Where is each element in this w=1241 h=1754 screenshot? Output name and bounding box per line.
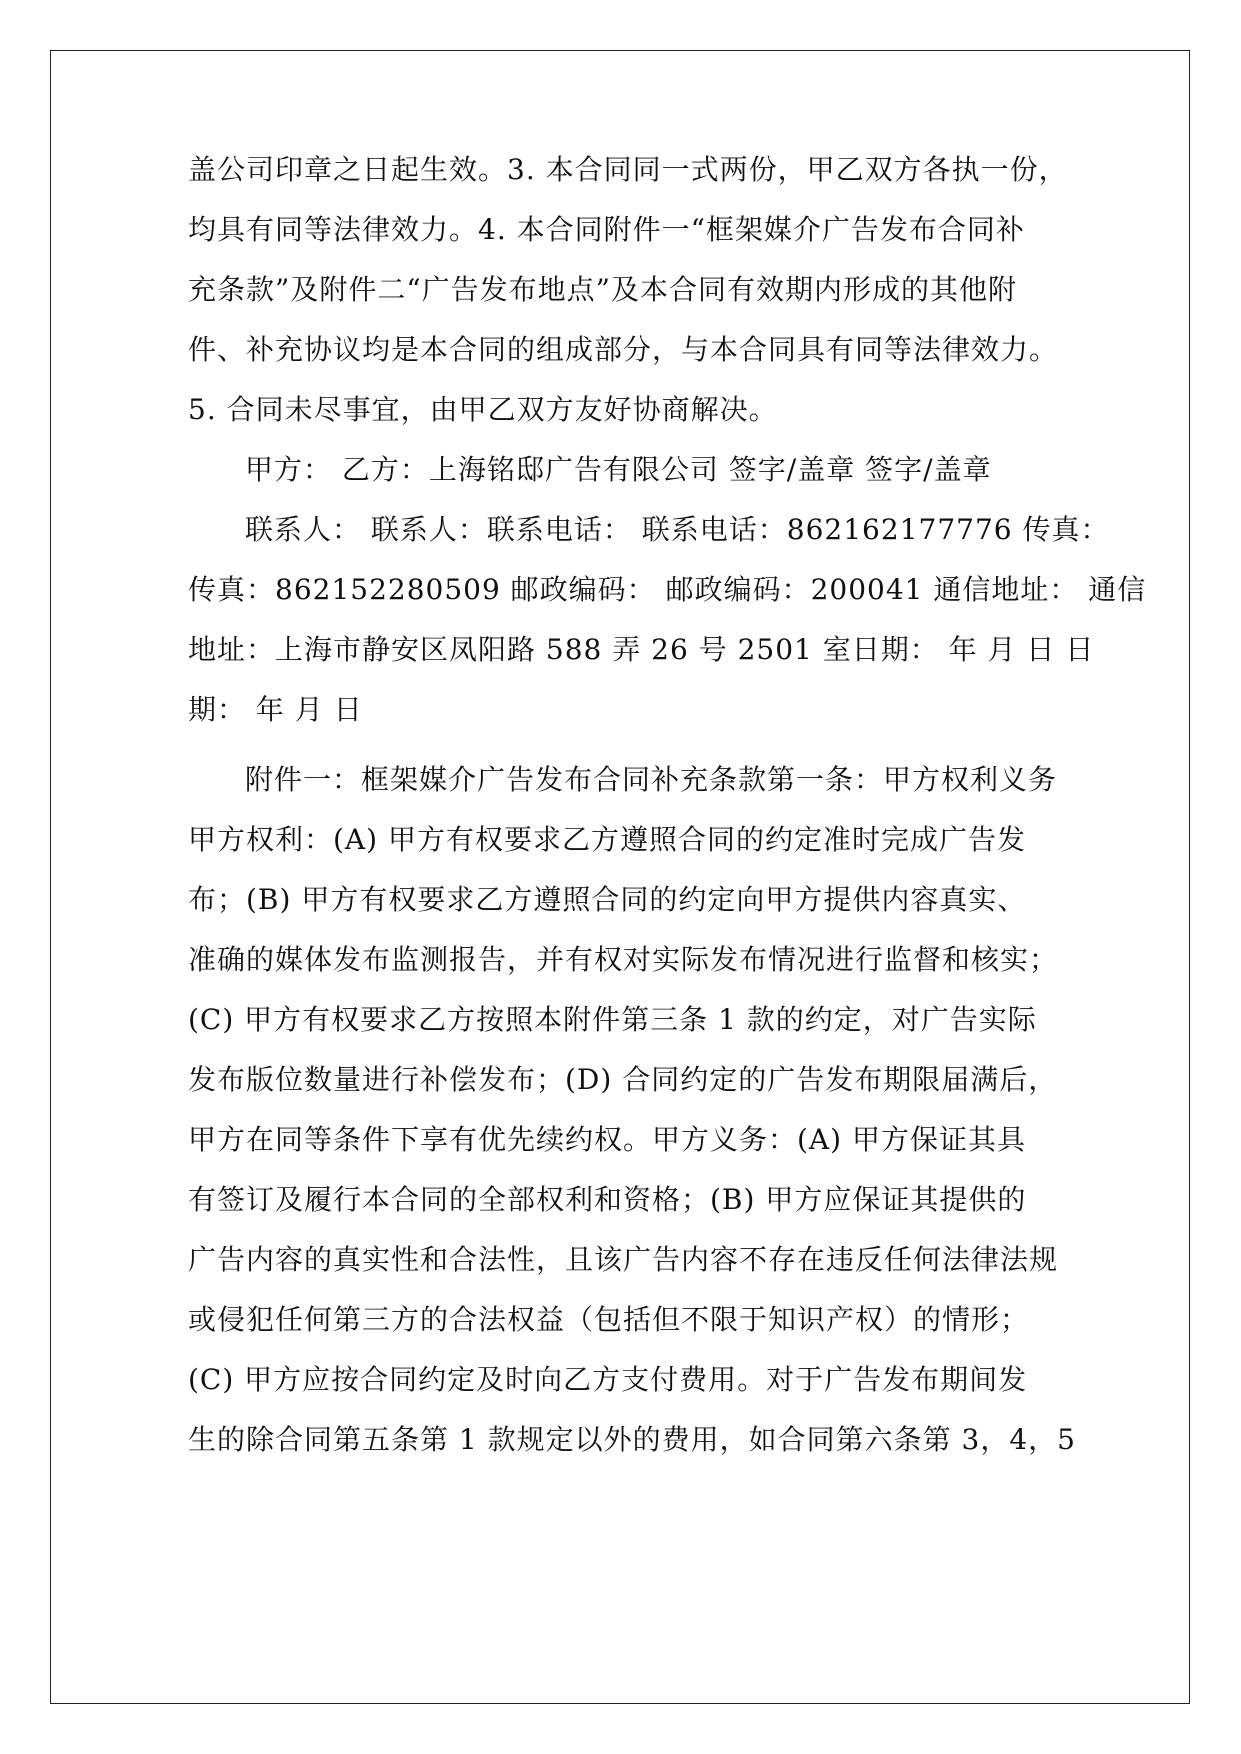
body-text-line: 5. 合同未尽事宜，由甲乙双方友好协商解决。	[188, 393, 778, 426]
body-text-line: 广告内容的真实性和合法性，且该广告内容不存在违反任何法律法规	[188, 1243, 1059, 1276]
contact-info-line: 期： 年 月 日	[188, 693, 363, 726]
body-text-line: 发布版位数量进行补偿发布；(D) 合同约定的广告发布期限届满后，	[188, 1063, 1058, 1096]
body-text-line: 盖公司印章之日起生效。3. 本合同同一式两份，甲乙双方各执一份，	[188, 153, 1068, 186]
body-text-line: 准确的媒体发布监测报告，并有权对实际发布情况进行监督和核实；	[188, 943, 1059, 976]
appendix-heading-line: 附件一：框架媒介广告发布合同补充条款第一条：甲方权利义务	[245, 763, 1058, 796]
body-text-line: 件、补充协议均是本合同的组成部分，与本合同具有同等法律效力。	[188, 333, 1059, 366]
body-text-line: (C) 甲方应按合同约定及时向乙方支付费用。对于广告发布期间发	[188, 1363, 1028, 1396]
signature-parties-line: 甲方： 乙方：上海铭邸广告有限公司 签字/盖章 签字/盖章	[245, 453, 992, 486]
body-text-line: 或侵犯任何第三方的合法权益（包括但不限于知识产权）的情形；	[188, 1303, 1030, 1336]
body-text-line: 有签订及履行本合同的全部权利和资格；(B) 甲方应保证其提供的	[188, 1183, 1027, 1216]
body-text-line: 生的除合同第五条第 1 款规定以外的费用，如合同第六条第 3，4，5	[188, 1423, 1076, 1456]
contact-info-line: 传真：862152280509 邮政编码： 邮政编码：200041 通信地址： 通信	[188, 573, 1147, 606]
body-text-line: (C) 甲方有权要求乙方按照本附件第三条 1 款的约定，对广告实际	[188, 1003, 1037, 1036]
body-text-line: 甲方权利：(A) 甲方有权要求乙方遵照合同的约定准时完成广告发	[188, 823, 1026, 856]
body-text-line: 布；(B) 甲方有权要求乙方遵照合同的约定向甲方提供内容真实、	[188, 883, 1027, 916]
body-text-line: 充条款”及附件二“广告发布地点”及本合同有效期内形成的其他附	[188, 273, 1017, 306]
contact-info-line: 地址：上海市静安区凤阳路 588 弄 26 号 2501 室日期： 年 月 日 日	[188, 633, 1095, 666]
body-text-line: 甲方在同等条件下享有优先续约权。甲方义务：(A) 甲方保证其具	[188, 1123, 1026, 1156]
body-text-line: 均具有同等法律效力。4. 本合同附件一“框架媒介广告发布合同补	[188, 213, 1025, 246]
contact-info-line: 联系人： 联系人：联系电话： 联系电话：862162177776 传真：	[245, 513, 1110, 546]
